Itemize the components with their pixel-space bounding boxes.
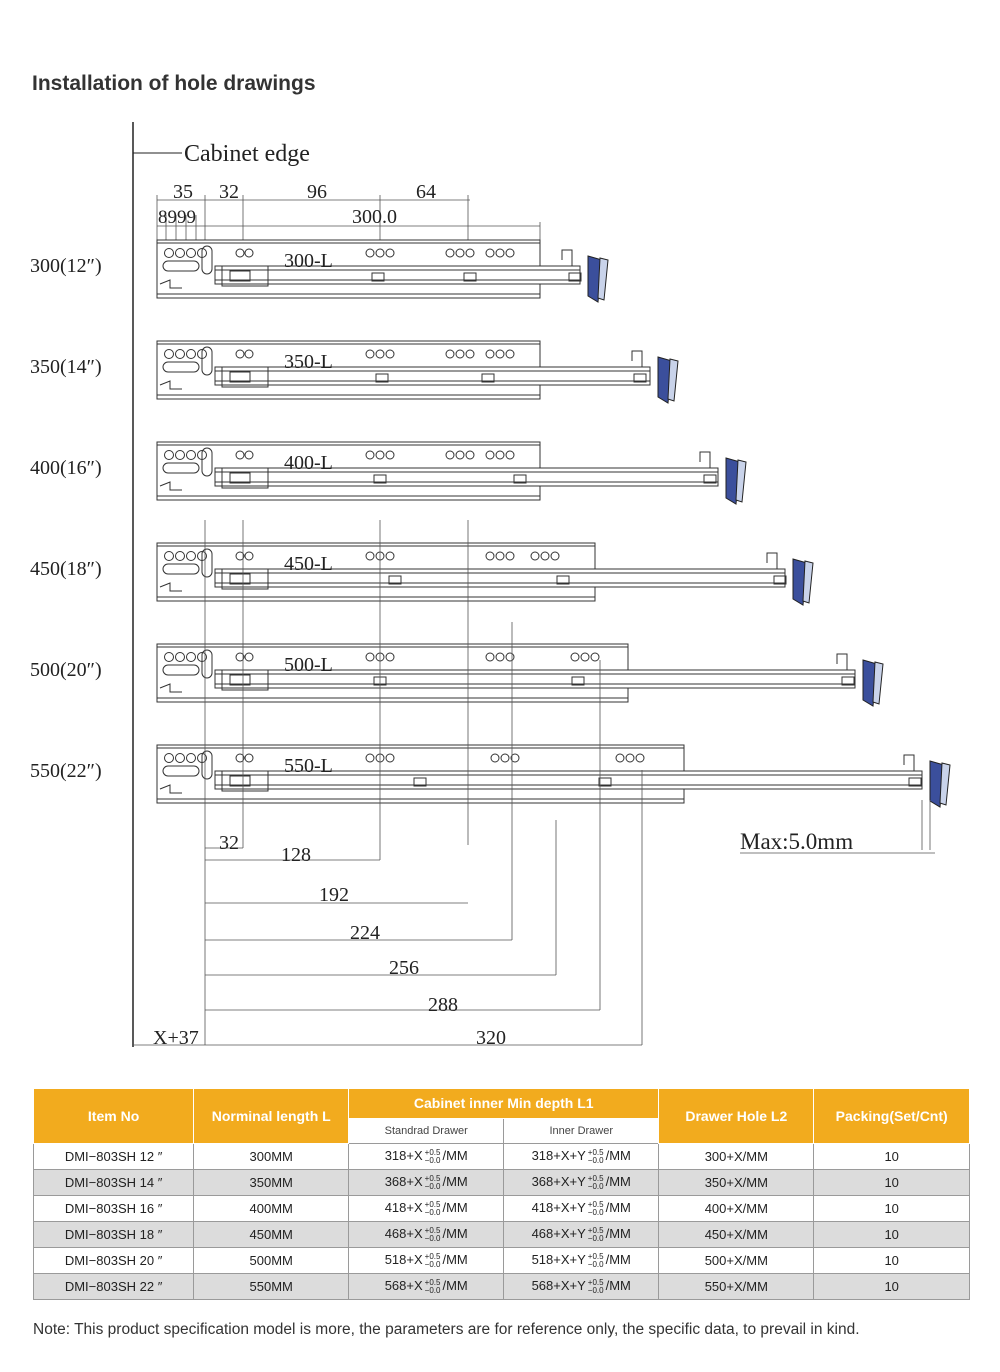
slide-4 xyxy=(157,543,813,605)
cell-packing: 10 xyxy=(814,1196,970,1222)
cell-inner xyxy=(504,1196,659,1222)
cell-standard xyxy=(349,1196,504,1222)
unit-text: /MM xyxy=(605,1226,631,1242)
value-text: 318+X xyxy=(384,1148,423,1164)
tolerance-minus: −0.0 xyxy=(424,1233,441,1243)
dim-bottom-224: 224 xyxy=(350,922,380,944)
tolerance xyxy=(588,1175,604,1191)
th-length: Norminal length L xyxy=(194,1089,349,1144)
tolerance-minus: −0.0 xyxy=(587,1181,604,1191)
cell-standard xyxy=(349,1222,504,1248)
slide-label: 300-L xyxy=(284,250,333,272)
page-title: Installation of hole drawings xyxy=(32,72,316,95)
value-text: 318+X+Y xyxy=(531,1148,586,1164)
tolerance-minus: −0.0 xyxy=(587,1207,604,1217)
cell-item: DMI−803SH 16 ″ xyxy=(34,1196,194,1222)
spec-table xyxy=(33,1088,970,1300)
tolerance-plus: +0.5 xyxy=(424,1147,441,1157)
tolerance xyxy=(588,1279,604,1295)
cell-length: 500MM xyxy=(194,1248,349,1274)
tolerance xyxy=(588,1227,604,1243)
slide-label: 400-L xyxy=(284,452,333,474)
cell-length: 400MM xyxy=(194,1196,349,1222)
cell-packing: 10 xyxy=(814,1274,970,1300)
unit-text: /MM xyxy=(442,1226,468,1242)
value-text: 518+X+Y xyxy=(531,1252,586,1268)
tolerance xyxy=(588,1201,604,1217)
cell-hole: 500+X/MM xyxy=(659,1248,814,1274)
cell-packing: 10 xyxy=(814,1144,970,1170)
size-label-300: 300(12″) xyxy=(30,255,102,277)
unit-text: /MM xyxy=(605,1148,631,1164)
cell-packing: 10 xyxy=(814,1222,970,1248)
tolerance-plus: +0.5 xyxy=(587,1251,604,1261)
dim-8999: 8999 xyxy=(158,207,196,228)
th-packing: Packing(Set/Cnt) xyxy=(814,1089,970,1144)
tolerance-plus: +0.5 xyxy=(424,1277,441,1287)
spec-table-body xyxy=(34,1144,970,1300)
table-row xyxy=(34,1274,970,1300)
size-label-400: 400(16″) xyxy=(30,457,102,479)
tolerance-plus: +0.5 xyxy=(587,1199,604,1209)
size-label-500: 500(20″) xyxy=(30,659,102,681)
cell-packing: 10 xyxy=(814,1248,970,1274)
tolerance-minus: −0.0 xyxy=(424,1155,441,1165)
cell-item: DMI−803SH 18 ″ xyxy=(34,1222,194,1248)
slide-label: 450-L xyxy=(284,553,333,575)
tolerance xyxy=(425,1201,441,1217)
dim-bottom-128: 128 xyxy=(281,844,311,866)
value-text: 468+X+Y xyxy=(531,1226,586,1242)
th-item: Item No xyxy=(34,1089,194,1144)
unit-text: /MM xyxy=(605,1252,631,1268)
tolerance-plus: +0.5 xyxy=(587,1277,604,1287)
size-label-450: 450(18″) xyxy=(30,558,102,580)
table-row xyxy=(34,1196,970,1222)
tolerance-plus: +0.5 xyxy=(424,1251,441,1261)
dim-bottom-320: 320 xyxy=(476,1027,506,1049)
dim-64: 64 xyxy=(416,181,436,203)
cell-standard xyxy=(349,1170,504,1196)
slide-label: 550-L xyxy=(284,755,333,777)
cell-length: 550MM xyxy=(194,1274,349,1300)
cell-packing: 10 xyxy=(814,1170,970,1196)
th-inner: Inner Drawer xyxy=(504,1118,659,1143)
cell-inner xyxy=(504,1274,659,1300)
dim-300: 300.0 xyxy=(352,206,397,228)
cell-hole: 550+X/MM xyxy=(659,1274,814,1300)
top-dimensions xyxy=(157,195,540,245)
table-row xyxy=(34,1170,970,1196)
tolerance-minus: −0.0 xyxy=(587,1259,604,1269)
value-text: 418+X+Y xyxy=(531,1200,586,1216)
tolerance-plus: +0.5 xyxy=(424,1225,441,1235)
unit-text: /MM xyxy=(442,1278,468,1294)
tolerance-minus: −0.0 xyxy=(424,1207,441,1217)
value-text: 368+X xyxy=(384,1174,423,1190)
cell-hole: 300+X/MM xyxy=(659,1144,814,1170)
tolerance-minus: −0.0 xyxy=(587,1233,604,1243)
value-text: 568+X+Y xyxy=(531,1278,586,1294)
unit-text: /MM xyxy=(605,1200,631,1216)
unit-text: /MM xyxy=(442,1148,468,1164)
tolerance-plus: +0.5 xyxy=(587,1225,604,1235)
dim-96: 96 xyxy=(307,181,327,203)
footnote: Note: This product specification model is more, the parameters are for reference only, the specific data, to prevail in kind. xyxy=(33,1321,860,1338)
slide-label: 350-L xyxy=(284,351,333,373)
value-text: 518+X xyxy=(384,1252,423,1268)
cell-item: DMI−803SH 12 ″ xyxy=(34,1144,194,1170)
tolerance xyxy=(588,1149,604,1165)
th-standard: Standrad Drawer xyxy=(349,1118,504,1143)
cell-item: DMI−803SH 20 ″ xyxy=(34,1248,194,1274)
cell-inner xyxy=(504,1248,659,1274)
slide-3 xyxy=(157,442,746,504)
tolerance xyxy=(425,1279,441,1295)
tolerance xyxy=(425,1149,441,1165)
tolerance-minus: −0.0 xyxy=(424,1285,441,1295)
tolerance xyxy=(425,1175,441,1191)
value-text: 568+X xyxy=(384,1278,423,1294)
table-row xyxy=(34,1144,970,1170)
cell-standard xyxy=(349,1248,504,1274)
dim-32: 32 xyxy=(219,181,239,203)
th-hole: Drawer Hole L2 xyxy=(659,1089,814,1144)
unit-text: /MM xyxy=(442,1200,468,1216)
dim-bottom-256: 256 xyxy=(389,957,419,979)
dim-x37: X+37 xyxy=(153,1027,199,1049)
cell-item: DMI−803SH 22 ″ xyxy=(34,1274,194,1300)
bottom-dimension-lines xyxy=(133,848,642,1045)
tolerance-minus: −0.0 xyxy=(587,1285,604,1295)
table-row xyxy=(34,1222,970,1248)
tolerance-plus: +0.5 xyxy=(424,1199,441,1209)
cell-item: DMI−803SH 14 ″ xyxy=(34,1170,194,1196)
hole-drawing xyxy=(0,110,1000,1055)
size-label-350: 350(14″) xyxy=(30,356,102,378)
cell-length: 300MM xyxy=(194,1144,349,1170)
unit-text: /MM xyxy=(442,1174,468,1190)
tolerance xyxy=(425,1227,441,1243)
cell-hole: 400+X/MM xyxy=(659,1196,814,1222)
tolerance xyxy=(588,1253,604,1269)
cell-inner xyxy=(504,1170,659,1196)
dim-bottom-32: 32 xyxy=(219,832,239,854)
cell-hole: 450+X/MM xyxy=(659,1222,814,1248)
max-thickness-label: Max:5.0mm xyxy=(740,829,854,854)
tolerance-minus: −0.0 xyxy=(424,1181,441,1191)
dim-bottom-192: 192 xyxy=(319,884,349,906)
tolerance-minus: −0.0 xyxy=(424,1259,441,1269)
cell-length: 450MM xyxy=(194,1222,349,1248)
cabinet-edge-label: Cabinet edge xyxy=(184,141,310,167)
slide-5 xyxy=(157,644,883,706)
unit-text: /MM xyxy=(605,1278,631,1294)
dim-35: 35 xyxy=(173,181,193,203)
tolerance-minus: −0.0 xyxy=(587,1155,604,1165)
cell-standard xyxy=(349,1144,504,1170)
cell-standard xyxy=(349,1274,504,1300)
cell-length: 350MM xyxy=(194,1170,349,1196)
value-text: 468+X xyxy=(384,1226,423,1242)
value-text: 418+X xyxy=(384,1200,423,1216)
value-text: 368+X+Y xyxy=(531,1174,586,1190)
tolerance-plus: +0.5 xyxy=(587,1147,604,1157)
tolerance xyxy=(425,1253,441,1269)
slide-1 xyxy=(157,240,608,302)
cell-inner xyxy=(504,1222,659,1248)
cell-inner xyxy=(504,1144,659,1170)
tolerance-plus: +0.5 xyxy=(587,1173,604,1183)
size-label-550: 550(22″) xyxy=(30,760,102,782)
slide-label: 500-L xyxy=(284,654,333,676)
unit-text: /MM xyxy=(605,1174,631,1190)
slides-group xyxy=(157,240,950,807)
th-depth: Cabinet inner Min depth L1 xyxy=(349,1089,659,1119)
dim-bottom-288: 288 xyxy=(428,994,458,1016)
table-row xyxy=(34,1248,970,1274)
slide-2 xyxy=(157,341,678,403)
tolerance-plus: +0.5 xyxy=(424,1173,441,1183)
unit-text: /MM xyxy=(442,1252,468,1268)
cell-hole: 350+X/MM xyxy=(659,1170,814,1196)
slide-6 xyxy=(157,745,950,807)
